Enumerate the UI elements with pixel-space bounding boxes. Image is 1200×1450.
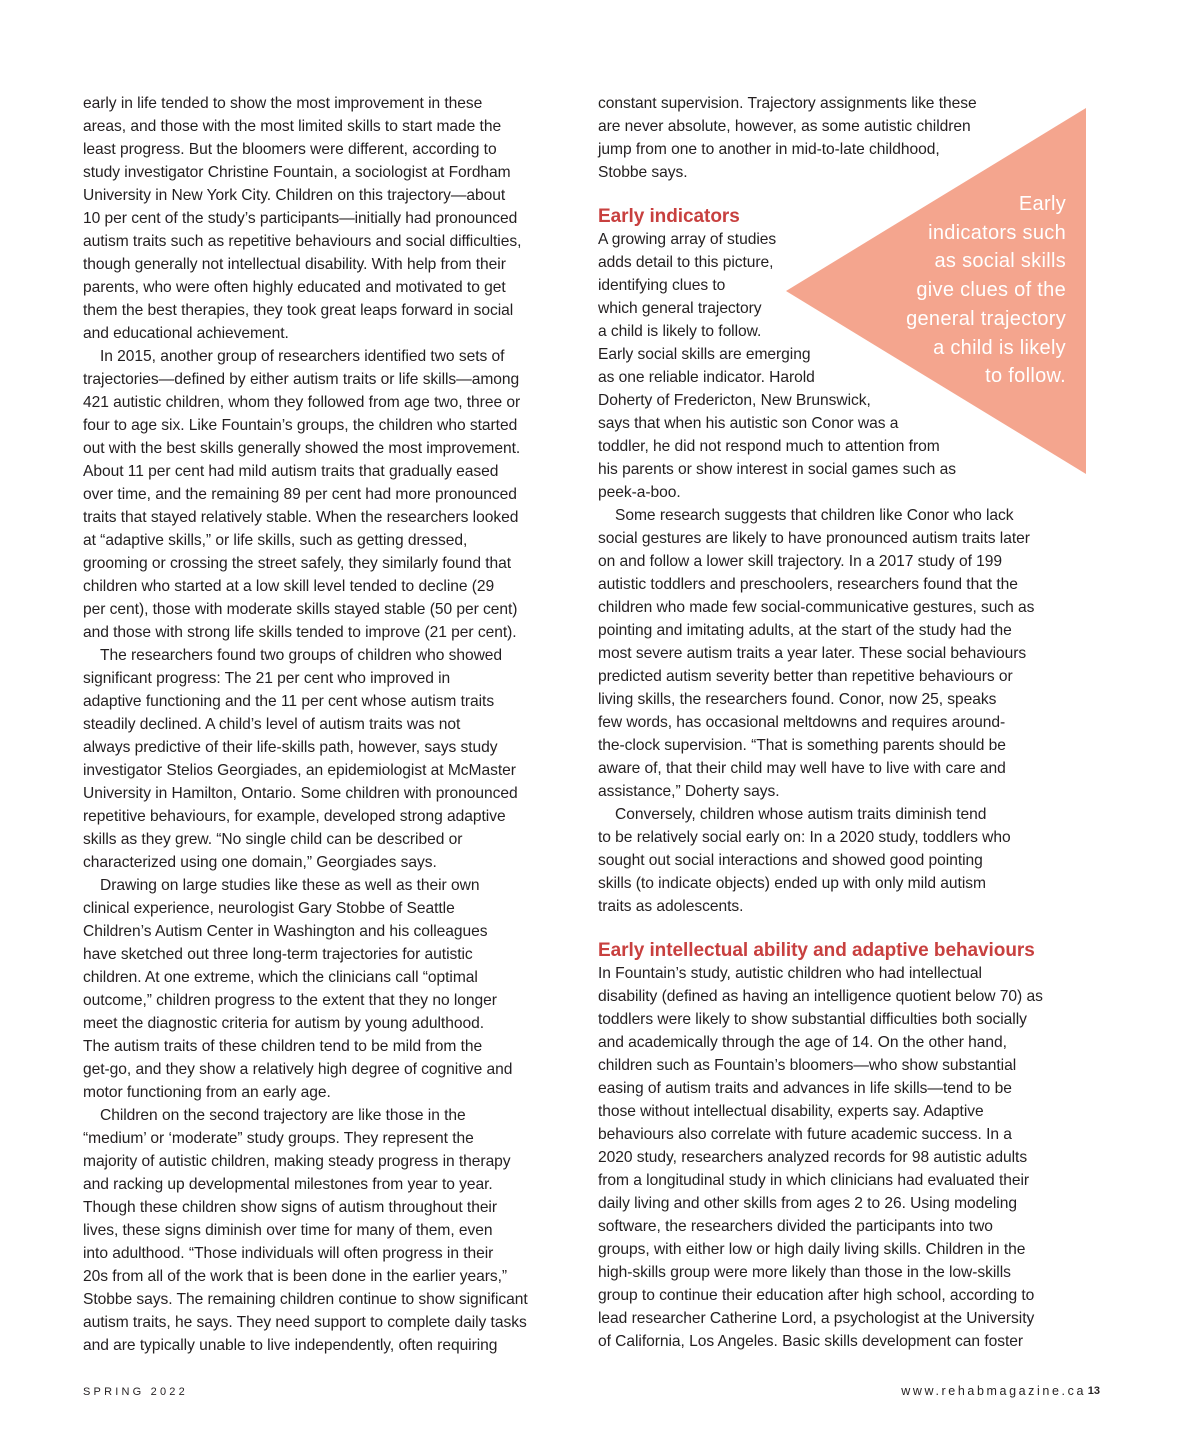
text-line: his parents or show interest in social games such as: [598, 461, 956, 478]
text-line: toddlers were likely to show substantial difficulties both socially: [598, 1011, 1027, 1028]
text-line: children who made few social-communicative gestures, such as: [598, 599, 1035, 616]
pull-quote-line: indicators such: [928, 221, 1066, 244]
text-line: skills as they grew. “No single child can be described or: [83, 831, 463, 848]
text-line: to be relatively social early on: In a 2020 study, toddlers who: [598, 829, 1011, 846]
text-line: areas, and those with the most limited skills to start made the: [83, 118, 502, 135]
text-line: About 11 per cent had mild autism traits that gradually eased: [83, 463, 499, 480]
text-line: Stobbe says. The remaining children continue to show significant: [83, 1291, 528, 1308]
text-line: out with the best skills generally showed the most improvement.: [83, 440, 521, 457]
text-line: easing of autism traits and advances in life skills—tend to be: [598, 1080, 1012, 1097]
text-line: behaviours also correlate with future academic success. In a: [598, 1126, 1012, 1143]
text-line: Conversely, children whose autism traits diminish tend: [615, 806, 987, 823]
footer-issue: SPRING 2022: [83, 1386, 188, 1398]
right-column-section-2: [598, 962, 1088, 1353]
text-line: groups, with either low or high daily living skills. Children in the: [598, 1241, 1026, 1258]
text-line: In 2015, another group of researchers identified two sets of: [100, 348, 505, 365]
text-line: parents, who were often highly educated and motivated to get: [83, 279, 506, 296]
text-line: and are typically unable to live independently, often requiring: [83, 1337, 498, 1354]
text-line: trajectories—defined by either autism traits or life skills—among: [83, 371, 520, 388]
text-line: the-clock supervision. “That is something parents should be: [598, 737, 1006, 754]
pull-quote-line: as social skills: [934, 250, 1066, 273]
section-heading-intellectual-ability: Early intellectual ability and adaptive behaviours: [598, 940, 1035, 961]
text-line: though generally not intellectual disability. With help from their: [83, 256, 506, 273]
text-line: The autism traits of these children tend to be mild from the: [83, 1038, 483, 1055]
text-line: 10 per cent of the study’s participants—initially had pronounced: [83, 210, 518, 227]
text-line: constant supervision. Trajectory assignments like these: [598, 95, 977, 112]
pull-quote: [786, 108, 1086, 474]
footer-website: www.rehabmagazine.ca: [901, 1384, 1086, 1398]
text-line: most severe autism traits a year later. These social behaviours: [598, 645, 1027, 662]
text-line: and those with strong life skills tended to improve (21 per cent).: [83, 624, 517, 641]
text-line: Children on the second trajectory are like those in the: [100, 1107, 466, 1124]
text-line: Stobbe says.: [598, 164, 688, 181]
text-line: predicted autism severity better than repetitive behaviours or: [598, 668, 1013, 685]
text-line: Some research suggests that children like Conor who lack: [615, 507, 1014, 524]
text-line: children who started at a low skill level tended to decline (29: [83, 578, 495, 595]
text-line: toddler, he did not respond much to attention from: [598, 438, 940, 455]
text-line: motor functioning from an early age.: [83, 1084, 331, 1101]
pull-quote-line: to follow.: [985, 365, 1066, 388]
text-line: traits that stayed relatively stable. When the researchers looked: [83, 509, 519, 526]
text-line: are never absolute, however, as some autistic children: [598, 118, 971, 135]
text-line: children. At one extreme, which the clinicians call “optimal: [83, 969, 478, 986]
text-line: autism traits such as repetitive behaviours and social difficulties,: [83, 233, 522, 250]
text-line: have sketched out three long-term trajectories for autistic: [83, 946, 473, 963]
text-line: “medium’ or ‘moderate” study groups. They represent the: [83, 1130, 474, 1147]
text-line: them the best therapies, they took great leaps forward in social: [83, 302, 514, 319]
text-line: early in life tended to show the most improvement in these: [83, 95, 483, 112]
text-line: pointing and imitating adults, at the start of the study had the: [598, 622, 1012, 639]
text-line: assistance,” Doherty says.: [598, 783, 780, 800]
text-line: disability (defined as having an intelligence quotient below 70) as: [598, 988, 1043, 1005]
text-line: autistic toddlers and preschoolers, researchers found that the: [598, 576, 1018, 593]
text-line: as one reliable indicator. Harold: [598, 369, 815, 386]
text-line: repetitive behaviours, for example, developed strong adaptive: [83, 808, 506, 825]
text-line: Early social skills are emerging: [598, 346, 811, 363]
text-line: of California, Los Angeles. Basic skills development can foster: [598, 1333, 1024, 1350]
text-line: and academically through the age of 14. On the other hand,: [598, 1034, 1007, 1051]
text-line: says that when his autistic son Conor was a: [598, 415, 899, 432]
text-line: at “adaptive skills,” or life skills, such as getting dressed,: [83, 532, 468, 549]
pull-quote-text: [906, 190, 1066, 391]
text-line: Though these children show signs of autism throughout their: [83, 1199, 497, 1216]
text-line: and racking up developmental milestones from year to year.: [83, 1176, 493, 1193]
text-line: 2020 study, researchers analyzed records for 98 autistic adults: [598, 1149, 1028, 1166]
text-line: clinical experience, neurologist Gary Stobbe of Seattle: [83, 900, 455, 917]
text-line: software, the researchers divided the participants into two: [598, 1218, 993, 1235]
text-line: get-go, and they show a relatively high degree of cognitive and: [83, 1061, 513, 1078]
text-line: steadily declined. A child’s level of autism traits was not: [83, 716, 461, 733]
text-line: peek-a-boo.: [598, 484, 681, 501]
text-line: sought out social interactions and showed good pointing: [598, 852, 983, 869]
text-line: jump from one to another in mid-to-late childhood,: [598, 141, 940, 158]
text-line: per cent), those with moderate skills stayed stable (50 per cent): [83, 601, 518, 618]
text-line: on and follow a lower skill trajectory. In a 2017 study of 199: [598, 553, 1003, 570]
text-line: majority of autistic children, making steady progress in therapy: [83, 1153, 511, 1170]
text-line: autism traits, he says. They need support to complete daily tasks: [83, 1314, 527, 1331]
pull-quote-line: a child is likely: [933, 336, 1066, 359]
pull-quote-line: general trajectory: [906, 307, 1066, 330]
text-line: grooming or crossing the street safely, they similarly found that: [83, 555, 512, 572]
text-line: children such as Fountain’s bloomers—who show substantial: [598, 1057, 1017, 1074]
text-line: always predictive of their life-skills path, however, says study: [83, 739, 498, 756]
text-line: University in Hamilton, Ontario. Some children with pronounced: [83, 785, 518, 802]
text-line: outcome,” children progress to the extent that they no longer: [83, 992, 497, 1009]
text-line: over time, and the remaining 89 per cent had more pronounced: [83, 486, 517, 503]
text-line: daily living and other skills from ages 2 to 26. Using modeling: [598, 1195, 1017, 1212]
text-line: social gestures are likely to have pronounced autism traits later: [598, 530, 1030, 547]
text-line: which general trajectory: [598, 300, 762, 317]
text-line: four to age six. Like Fountain’s groups, the children who started: [83, 417, 518, 434]
section-heading-early-indicators: Early indicators: [598, 206, 740, 227]
text-line: from a longitudinal study in which clinicians had evaluated their: [598, 1172, 1030, 1189]
text-line: In Fountain’s study, autistic children who had intellectual: [598, 965, 982, 982]
text-line: study investigator Christine Fountain, a sociologist at Fordham: [83, 164, 511, 181]
text-line: Doherty of Fredericton, New Brunswick,: [598, 392, 871, 409]
text-line: identifying clues to: [598, 277, 726, 294]
text-line: 20s from all of the work that is been done in the earlier years,”: [83, 1268, 508, 1285]
text-line: high-skills group were more likely than those in the low-skills: [598, 1264, 1011, 1281]
text-line: traits as adolescents.: [598, 898, 744, 915]
text-line: lead researcher Catherine Lord, a psychologist at the University: [598, 1310, 1035, 1327]
text-line: Drawing on large studies like these as well as their own: [100, 877, 480, 894]
text-line: and educational achievement.: [83, 325, 289, 342]
text-line: a child is likely to follow.: [598, 323, 762, 340]
text-line: group to continue their education after high school, according to: [598, 1287, 1035, 1304]
text-line: few words, has occasional meltdowns and requires around-: [598, 714, 1006, 731]
text-line: least progress. But the bloomers were different, according to: [83, 141, 497, 158]
text-line: The researchers found two groups of children who showed: [100, 647, 503, 664]
text-line: into adulthood. “Those individuals will often progress in their: [83, 1245, 494, 1262]
pull-quote-line: Early: [1018, 193, 1066, 215]
text-line: skills (to indicate objects) ended up with only mild autism: [598, 875, 986, 892]
text-line: adaptive functioning and the 11 per cent whose autism traits: [83, 693, 495, 710]
text-line: characterized using one domain,” Georgiades says.: [83, 854, 437, 871]
text-line: adds detail to this picture,: [598, 254, 774, 271]
text-line: University in New York City. Children on this trajectory—about: [83, 187, 506, 204]
text-line: significant progress: The 21 per cent who improved in: [83, 670, 451, 687]
text-line: investigator Stelios Georgiades, an epidemiologist at McMaster: [83, 762, 516, 779]
text-line: those without intellectual disability, experts say. Adaptive: [598, 1103, 984, 1120]
text-line: lives, these signs diminish over time for many of them, even: [83, 1222, 493, 1239]
pull-quote-line: give clues of the: [916, 279, 1066, 302]
text-line: Children’s Autism Center in Washington and his colleagues: [83, 923, 488, 940]
text-line: aware of, that their child may well have to live with care and: [598, 760, 1006, 777]
text-line: meet the diagnostic criteria for autism by young adulthood.: [83, 1015, 484, 1032]
text-line: 421 autistic children, whom they followed from age two, three or: [83, 394, 521, 411]
page-number: 13: [1087, 1385, 1100, 1397]
text-line: living skills, the researchers found. Conor, now 25, speaks: [598, 691, 997, 708]
left-column: [83, 92, 573, 1357]
text-line: A growing array of studies: [598, 231, 777, 248]
